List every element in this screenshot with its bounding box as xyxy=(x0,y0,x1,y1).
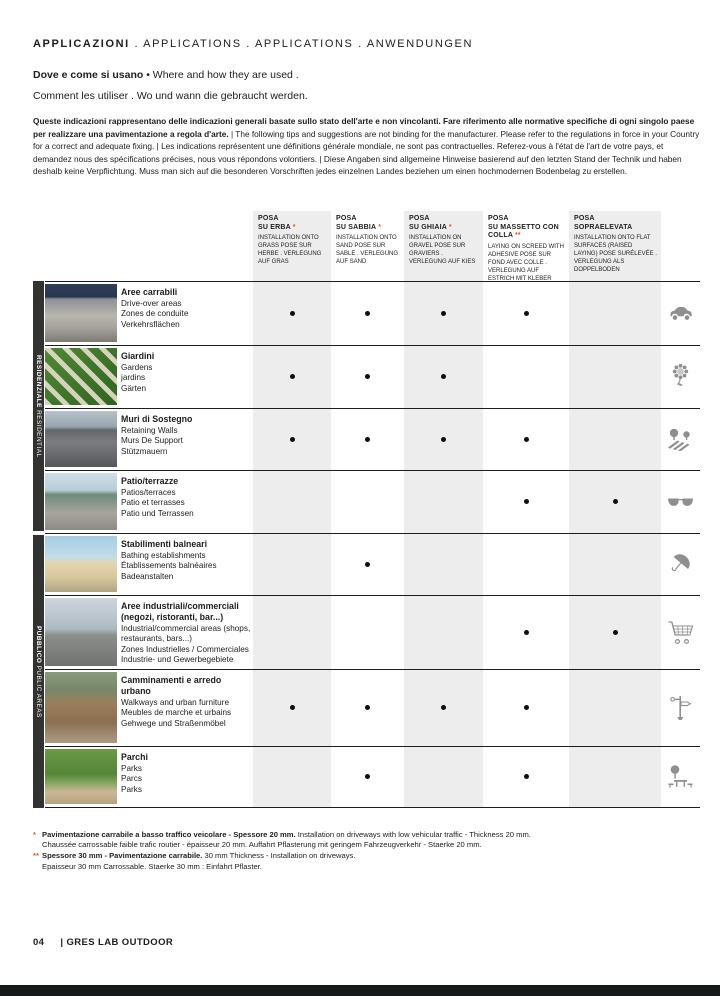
page-title xyxy=(33,38,700,50)
countryside-icon xyxy=(661,409,700,470)
applicability-dot xyxy=(524,311,529,316)
table-row-stabilimenti-balneari xyxy=(45,533,700,595)
column-header-posa-sopraelevata: POSA SOPRAELEVATA INSTALLATION ONTO FLAT SURFACES (RAISED LAYING) POSE SURÉLEVÉE . VERLEGUNG ALS DOPPELBODEN xyxy=(569,211,661,281)
applicability-dot xyxy=(524,630,529,635)
row-translation: Badeanstalten xyxy=(121,571,174,581)
row-translation: Patios/terraces xyxy=(121,487,176,497)
applications-table xyxy=(33,211,700,808)
row-title: Giardini xyxy=(121,350,155,361)
applicability-dot xyxy=(524,774,529,779)
row-translation: Drive-over areas xyxy=(121,298,182,308)
table-row-aree-industriali xyxy=(45,595,700,669)
beach-umbrella-icon xyxy=(661,534,700,595)
footnote-star: * xyxy=(376,223,382,231)
row-title: Aree carrabili xyxy=(121,286,178,297)
applicability-dot xyxy=(365,774,370,779)
footnote-marker: ** xyxy=(33,851,39,861)
applicability-dot xyxy=(365,311,370,316)
applicability-dot xyxy=(290,705,295,710)
row-photo-industrial xyxy=(45,598,117,666)
table-row-muri-di-sostegno xyxy=(45,408,700,470)
applicability-dot xyxy=(365,374,370,379)
row-translation: Patio und Terrassen xyxy=(121,508,194,518)
row-translation: Patio et terrasses xyxy=(121,498,185,508)
applicability-dot xyxy=(290,374,295,379)
row-translation: Gehwege und Straßenmöbel xyxy=(121,718,226,728)
row-photo-park xyxy=(45,749,117,804)
catalog-title: | GRES LAB OUTDOOR xyxy=(60,937,174,948)
shopping-cart-icon xyxy=(661,596,700,669)
row-translation: Meubles de marche et urbains xyxy=(121,708,232,718)
table-row-patio-terrazze xyxy=(45,470,700,533)
applicability-dot xyxy=(441,374,446,379)
disclaimer-paragraph: Queste indicazioni rappresentano delle indicazioni generali basate sullo stato dell'arte e non vincolanti. Fare riferimento alle normative specifiche di ogni singolo paese per realizzare una pavimentazione a regola d'arte. | The following tips and suggestions are not binding for the manufacturer. Please refer to the regulations in force in your Country for a correct and adequate fixing. | Les indications représentent une définitions générale mondiale, ne sont pas contractuelles. Referez-vous à l'état de l'art de votre pays, et demandez nous des spécifications précises, nous vous répondons volontiers. | Diese Angaben sind allgemeine Hinweise basierend auf den letzten Stand der Technik und haben deshalb keine Verpflichtung. Muss man sich auf die besonderen Vorschriften jedes einzelnen Landes beziehen um einen hochmodernen Bodenbelag zu erstellen. xyxy=(33,116,700,177)
applicability-dot xyxy=(524,437,529,442)
usage-bold: Dove e come si usano xyxy=(33,69,144,81)
row-title: Aree industriali/commerciali (negozi, ristoranti, bar...) xyxy=(121,600,239,622)
row-translation: Walkways and urban furniture xyxy=(121,697,230,707)
applicability-dot xyxy=(524,499,529,504)
applicability-dot xyxy=(365,562,370,567)
usage-line2: Comment les utiliser . Wo und wann die gebraucht werden. xyxy=(33,90,308,102)
row-translation: jardins xyxy=(121,373,146,383)
table-row-aree-carrabili xyxy=(45,281,700,345)
row-translation: Zones de conduite xyxy=(121,309,189,319)
row-translation: Parks xyxy=(121,763,142,773)
row-title: Parchi xyxy=(121,751,148,762)
table-header-row xyxy=(45,211,700,281)
row-translation: Zones Industrielles / Commerciales xyxy=(121,644,249,654)
row-translation: Murs De Support xyxy=(121,436,183,446)
row-translation: Retaining Walls xyxy=(121,425,178,435)
row-translation: Bathing establishments xyxy=(121,550,206,560)
row-translation: Stützmauern xyxy=(121,446,168,456)
applicability-dot xyxy=(441,437,446,442)
row-photo-urban-furniture xyxy=(45,672,117,743)
section-label-residential: RESIDENZIALE RESIDENTIAL xyxy=(33,281,44,531)
applicability-dot xyxy=(365,705,370,710)
usage-subtitle: Dove e come si usano • Where and how they are used . Comment les utiliser . Wo und wann die gebraucht werden. xyxy=(33,67,700,104)
page-footer xyxy=(33,937,173,948)
row-photo-garden xyxy=(45,348,117,405)
row-title: Muri di Sostegno xyxy=(121,413,193,424)
row-photo-driveway xyxy=(45,284,117,342)
column-header-posa-su-ghiaia: POSA SU GHIAIA * INSTALLATION ON GRAVEL POSE SUR GRAVIERS . VERLEGUNG AUF KIES xyxy=(404,211,483,281)
row-photo-patio xyxy=(45,473,117,530)
section-label-public: PUBBLICO PUBLIC AREAS xyxy=(33,535,44,808)
sunglasses-icon xyxy=(661,471,700,533)
row-translation: Gärten xyxy=(121,383,147,393)
applicability-dot xyxy=(613,499,618,504)
row-translation: Établissements balnéaires xyxy=(121,561,217,571)
footnote-20mm: * Pavimentazione carrabile a basso traffico veicolare - Spessore 20 mm. Installation on driveways with low vehicular traffic - Thickness 20 mm. Chaussée carrossable faible trafic routier - épaisseur 20 mm. Auffahrt Pflasterung mit geringem Fahrzeugverkehr - Staerke 20 mm. xyxy=(33,829,531,850)
car-icon xyxy=(661,282,700,345)
footnote-30mm: ** Spessore 30 mm - Pavimentazione carrabile. 30 mm Thickness - Installation on driveways. Epaisseur 30 mm Carrossable. Staerke 30 mm : Einfahrt Pflaster. xyxy=(33,851,356,871)
table-row-parchi xyxy=(45,746,700,808)
row-title: Patio/terrazze xyxy=(121,475,179,486)
row-translation: Verkehrsflächen xyxy=(121,319,180,329)
page-number: 04 xyxy=(33,937,45,948)
applicability-dot xyxy=(290,437,295,442)
row-title: Camminamenti e arredo urbano xyxy=(121,674,222,696)
row-translation: Gardens xyxy=(121,362,153,372)
applicability-dot xyxy=(290,311,295,316)
footnote-star: ** xyxy=(512,232,521,240)
row-photo-beach xyxy=(45,536,117,592)
row-title: Stabilimenti balneari xyxy=(121,538,208,549)
row-translation: Parcs xyxy=(121,774,142,784)
footnote-star: * xyxy=(446,223,452,231)
table-row-giardini xyxy=(45,345,700,408)
row-translation: Parks xyxy=(121,784,142,794)
footnote-marker: * xyxy=(33,829,36,839)
park-icon xyxy=(661,747,700,807)
applicability-dot xyxy=(365,437,370,442)
column-header-posa-su-massetto: POSA SU MASSETTO CON COLLA ** LAYING ON SCREED WITH ADHESIVE POSE SUR FOND AVEC COLLE . VERLEGUNG AUF ESTRICH MIT KLEBER xyxy=(488,214,564,282)
applicability-dot xyxy=(441,311,446,316)
row-translation: Industrie- und Gewerbegebiete xyxy=(121,655,234,665)
row-translation: Industrial/commercial areas (shops, restaurants, bars...) xyxy=(121,623,251,644)
applicability-dot xyxy=(441,705,446,710)
column-header-posa-su-erba: POSA SU ERBA * INSTALLATION ONTO GRASS POSE SUR HERBE . VERLEGUNG AUF GRAS xyxy=(253,211,331,281)
footnote-star: * xyxy=(290,223,296,231)
applicability-dot xyxy=(524,705,529,710)
footnotes xyxy=(33,830,700,872)
row-photo-retaining-wall xyxy=(45,411,117,467)
signpost-icon xyxy=(661,670,700,746)
sunflower-icon xyxy=(661,346,700,408)
table-row-camminamenti xyxy=(45,669,700,746)
page-title-rest: . APPLICATIONS . APPLICATIONS . ANWENDUNGEN xyxy=(129,38,474,50)
next-page-edge xyxy=(0,985,720,996)
page-title-bold: APPLICAZIONI xyxy=(33,38,130,50)
applicability-dot xyxy=(613,630,618,635)
column-header-posa-su-sabbia: POSA SU SABBIA * INSTALLATION ONTO SAND POSE SUR SABLE . VERLEGUNG AUF SAND xyxy=(336,214,399,266)
